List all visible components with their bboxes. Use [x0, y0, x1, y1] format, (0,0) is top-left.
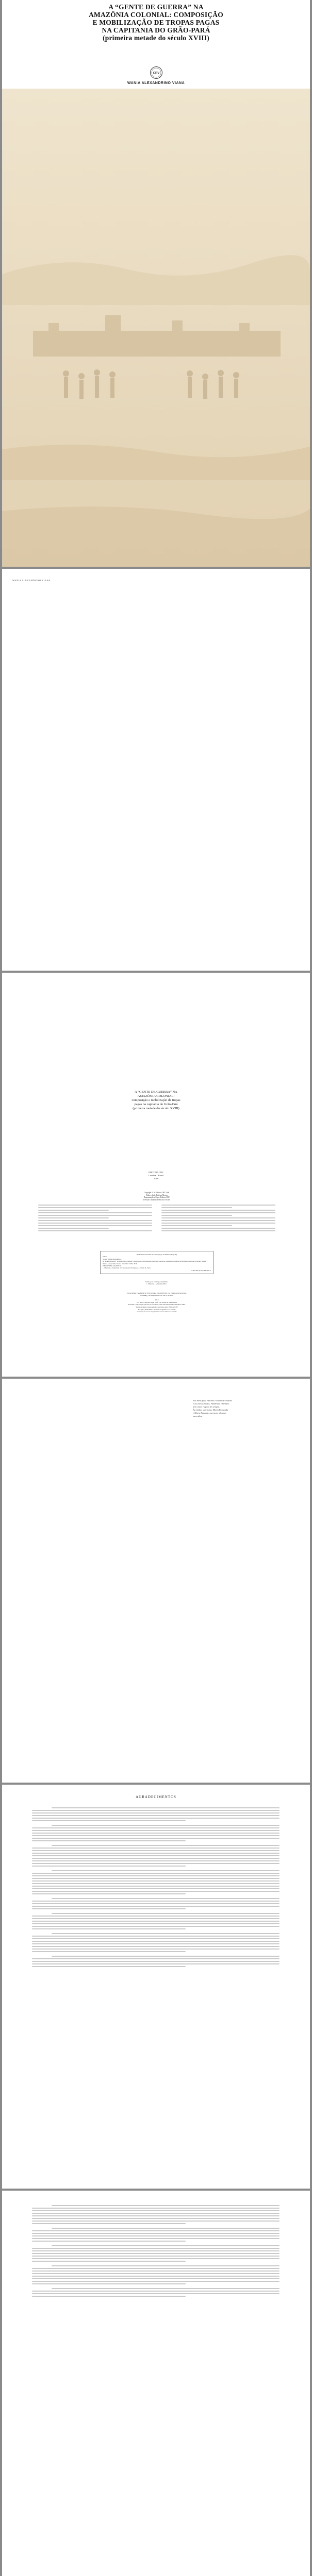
index-line: Índice para catálogo sistemático: [145, 1281, 168, 1283]
copyright-line: Revisão: Analista de Escrita e Artes: [143, 1198, 170, 1201]
dedication-line: Às minhas sobrinhas, Maria Fernanda: [193, 1409, 228, 1411]
catalog-line: Dados Internacionais de Catalogação na Publicação (CIP): [136, 1253, 177, 1256]
cover-page: [2, 0, 310, 567]
logo-text: CRV: [153, 72, 160, 75]
title-line: pagas na capitania do Grão-Pará: [134, 1103, 178, 1106]
copyright-line: Diagramação e Capa: Editora CRV: [143, 1196, 170, 1199]
title-line: A “GENTE DE GUERRA” NA: [135, 1090, 177, 1094]
acknowledgements-heading: AGRADECIMENTOS: [136, 1795, 176, 1799]
cover-title-line: A “GENTE DE GUERRA” NA: [108, 3, 204, 11]
cover-author: WANIA ALEXANDRINO VIANA: [127, 81, 185, 85]
cataloging-box: [100, 1251, 214, 1274]
cover-header: [2, 0, 310, 61]
publisher-logo-icon: [150, 66, 163, 79]
cover-painting-icon: [2, 89, 310, 567]
title-line: AMAZÔNIA COLONIAL:: [137, 1094, 175, 1098]
dedication-line: e aos meus irmãos, Waldenise e Wendel,: [193, 1402, 229, 1405]
catalog-line: 1. História 2. Amazônia 3. Colonização Portuguesa I. Título II. Série: [103, 1267, 151, 1269]
copyright-line: Copyright © da Editora CRV Ltda.: [143, 1192, 170, 1194]
half-title-page: [2, 569, 310, 971]
acknowledgements-page: [2, 1785, 310, 2189]
cover-title-line: NA CAPITANIA DO GRÃO-PARÁ: [102, 26, 210, 34]
title-line: composição e mobilização de tropas: [132, 1098, 180, 1102]
copyright-line: Editor-chefe: Railson Moura: [146, 1194, 168, 1196]
cover-title-line: E MOBILIZAÇÃO DE TROPAS PAGAS: [92, 19, 220, 26]
footer-line: ESTA OBRA TAMBÉM SE ENCONTRA DISPONÍVEL EM FORMATO DIGITAL.: [126, 1292, 187, 1294]
publisher-city: Curitiba – Brasil: [148, 1174, 164, 1177]
cover-title-line: AMAZÔNIA COLONIAL: COMPOSIÇÃO: [89, 11, 223, 19]
catalog-line: CDU 981 (811) CDD 981.1: [191, 1269, 211, 1272]
footer-line: CONHEÇA E BAIXE NOSSO APLICATIVO!: [140, 1294, 174, 1297]
dedication-line: Aos meus pais, Antonio e Maria de Nazaré,: [193, 1399, 233, 1402]
publisher-year: 2016: [154, 1177, 158, 1180]
acknowledgements-body: [32, 1807, 280, 1969]
acknowledgements-body-2: [32, 2205, 280, 2298]
catalog-line: V614: [103, 1256, 107, 1258]
acknowledgements-page-2: [2, 2191, 310, 2576]
cover-title: [33, 3, 279, 42]
catalog-line: A “gente de guerra” na Amazônia colonial: composição e mobilização de tropas pagas na capitania do Grão-Pará (primeira metade do século XVIII) / Wania Alexandrino Viana – Curitiba : CRV, 2016.: [103, 1260, 207, 1265]
footer-line: Conheça os nossos lançamentos: www.editoracrv.com.br: [137, 1311, 177, 1313]
publisher-block: [2, 1171, 310, 1180]
dedication-line: pelo amor e apoio de sempre.: [193, 1405, 220, 1408]
catalog-line: Viana, Wania Alexandrino.: [103, 1258, 122, 1260]
dedication-page: [2, 1379, 310, 1783]
copyright-footer: [74, 1292, 239, 1313]
title-line: (primeira metade do século XVIII): [133, 1107, 179, 1110]
footer-line: Tel.: (41) 3039-6418 - E-mail: sac@editoracrv.com.br: [138, 1308, 176, 1311]
cover-illustration: [2, 89, 310, 567]
footer-line: 2016: [155, 1299, 159, 1301]
copyright-header: [95, 1192, 219, 1201]
publisher-name: EDITORA CRV: [149, 1171, 163, 1174]
footer-line: Foi feito o depósito legal conf. Lei 10.994 de 14/12/2004: [137, 1301, 177, 1303]
footer-line: Proibida a reprodução parcial ou total desta obra sem autorização da Editora CRV: [128, 1303, 186, 1306]
dedication-text: [193, 1399, 296, 1418]
index-line: 1. História – Amazônia 981.1: [146, 1283, 167, 1285]
half-title-author: WANIA ALEXANDRINO VIANA: [12, 579, 51, 582]
catalog-index: [95, 1281, 219, 1285]
editorial-board: [38, 1205, 275, 1249]
catalog-line: ISBN 978-85-444-0979-9: [103, 1265, 121, 1267]
title-page: [2, 973, 310, 1377]
dedication-line: e Maria Eduarda, que tanto alegram: [193, 1412, 226, 1414]
cover-title-line: (primeira metade do século XVIII): [103, 34, 209, 42]
title-page-title: [2, 1090, 310, 1111]
footer-line: Todos os direitos desta edição reservados pela: Editora CRV: [136, 1306, 178, 1308]
dedication-line: meus dias.: [193, 1415, 203, 1417]
